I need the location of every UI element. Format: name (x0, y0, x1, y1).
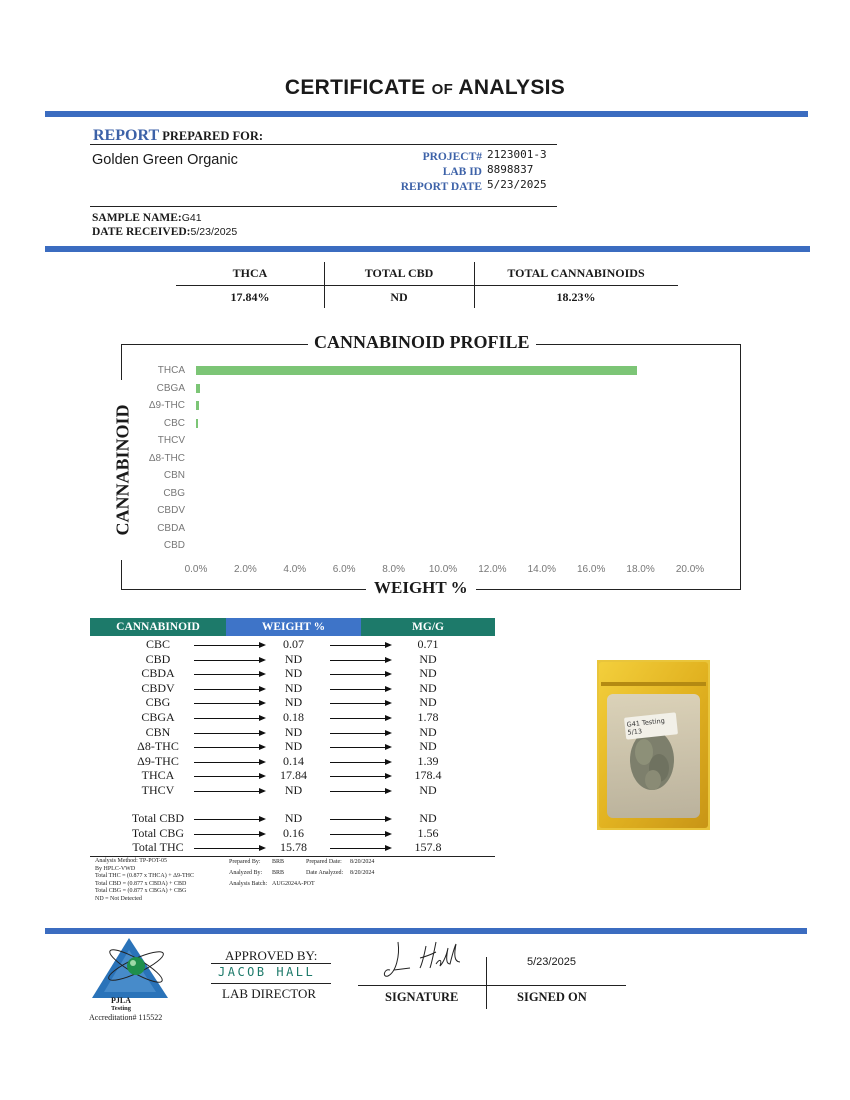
table-bottom-rule (90, 856, 495, 857)
table-cell-cannabinoid: Δ8-THC (137, 739, 179, 754)
table-cell-cannabinoid: CBN (145, 724, 171, 739)
sample-name: SAMPLE NAME:G41 (92, 212, 202, 224)
prepared-date-label: Prepared Date: (306, 859, 342, 865)
table-cell-cannabinoid: THCA (141, 768, 175, 783)
summary-value-thca: 17.84% (230, 290, 270, 304)
table-cell-mg: ND (419, 680, 437, 695)
method-notes: Analysis Method: TP-POT-05 By HPLC-VWD Total THC = (0.877 x THCA) + Δ9-THC Total CBD = (0.877 x CBDA) + CBD Total CBG = (0.877 x CBGA) + CBG ND = Not Detected (95, 858, 194, 902)
logo-sub: Testing (111, 1005, 131, 1012)
table-cell-cannabinoid: THCV (141, 783, 175, 797)
table-cell-mg: ND (419, 695, 437, 710)
chart-category-label: Δ8-THC (148, 452, 185, 464)
table-row-arrow (330, 718, 390, 719)
table-row-arrow (194, 747, 264, 748)
prepared-date-value: 8/20/2024 (350, 859, 375, 865)
analyzed-by-value: BRB (272, 870, 285, 876)
table-cell-cannabinoid: CBGA (141, 710, 175, 724)
table-row-arrow (194, 762, 264, 763)
document-title: CERTIFICATE OF ANALYSIS (284, 76, 566, 99)
table-row-arrow (194, 834, 264, 835)
summary-col-line (474, 262, 475, 308)
director-rule (211, 983, 331, 984)
table-cell-cannabinoid: Total CBD (131, 811, 185, 825)
table-cell-mg: ND (419, 724, 437, 739)
prepared-by-value: BRB (272, 859, 285, 865)
date-received: DATE RECEIVED:5/23/2025 (92, 226, 238, 238)
analysis-batch-value: AUG2024A-POT (272, 881, 315, 887)
table-cell-mg: 178.4 (414, 768, 442, 783)
report-heading: REPORT PREPARED FOR: (93, 127, 264, 144)
table-cell-mg: 0.71 (417, 637, 439, 651)
table-cell-mg: ND (419, 666, 437, 681)
table-row-arrow (330, 703, 390, 704)
chart-category-label: CBC (163, 417, 185, 429)
table-row-arrow (194, 776, 264, 777)
chart-category-label: THCA (157, 365, 185, 376)
chart-xtick-label: 8.0% (382, 564, 405, 575)
chart-frame (121, 344, 741, 590)
table-row-arrow (194, 819, 264, 820)
table-cell-cannabinoid: CBC (145, 637, 170, 651)
signature-label: SIGNATURE (385, 990, 459, 1004)
project-value: 2123001-3 (487, 148, 547, 161)
chart-bar (196, 419, 198, 428)
table-row-arrow (194, 703, 264, 704)
client-name: Golden Green Organic (92, 152, 238, 168)
summary-header-total-cbd: TOTAL CBD (364, 266, 434, 280)
summary-value-total-cannabinoids: 18.23% (556, 290, 596, 304)
chart-xtick-label: 0.0% (184, 564, 208, 575)
table-cell-cannabinoid: Total CBG (131, 825, 185, 840)
chart-bar (196, 401, 199, 410)
table-cell-cannabinoid: CBG (145, 695, 171, 710)
table-row-arrow (330, 645, 390, 646)
table-cell-cannabinoid: CBD (145, 651, 171, 666)
table-row-arrow (194, 674, 264, 675)
table-row-arrow (194, 718, 264, 719)
chart-category-label: Δ9-THC (148, 400, 185, 411)
table-row-arrow (330, 834, 390, 835)
table-header-cannabinoid: CANNABINOID (90, 618, 226, 636)
table-row-arrow (194, 848, 264, 849)
table-row-arrow (330, 689, 390, 690)
summary-header-total-cannabinoids: TOTAL CANNABINOIDS (507, 266, 645, 280)
table-cell-mg: ND (419, 811, 437, 825)
table-cell-weight: ND (284, 680, 303, 695)
table-cell-weight: ND (284, 651, 303, 666)
footer-rule (45, 928, 807, 934)
table-row-arrow (330, 747, 390, 748)
chart-category-label: CBGA (156, 382, 185, 394)
table-row-arrow (194, 733, 264, 734)
bag-label: G41 Testing 5/13 (626, 716, 666, 737)
prepared-by: Prepared By: (229, 859, 261, 865)
chart-ylabel: CANNABINOID (113, 400, 134, 539)
approved-by-label: APPROVED BY: (225, 948, 318, 963)
table-cell-weight: 0.18 (283, 710, 304, 724)
report-date-value: 5/23/2025 (487, 178, 547, 191)
signature-divider (486, 957, 487, 1009)
chart-xtick-label: 20.0% (675, 564, 705, 575)
project-label: PROJECT# (422, 151, 482, 163)
signature-rule (358, 985, 626, 986)
table-cell-weight: ND (284, 666, 303, 681)
table-cell-mg: 1.78 (417, 710, 439, 724)
summary-col-line (324, 262, 325, 308)
signed-date: 5/23/2025 (527, 956, 576, 968)
director-title: LAB DIRECTOR (222, 986, 317, 1001)
chart-xtick-label: 18.0% (626, 564, 655, 575)
table-cell-mg: ND (419, 739, 437, 754)
table-cell-mg: 1.39 (417, 753, 439, 768)
table-cell-weight: 0.16 (283, 825, 304, 840)
date-analyzed-label: Date Analyzed: (306, 870, 344, 876)
section-rule (45, 246, 810, 252)
summary-divider (176, 285, 678, 286)
labid-value: 8898837 (487, 163, 534, 176)
table-row-arrow (330, 791, 390, 792)
chart-category-label: THCV (157, 435, 185, 446)
table-row-arrow (194, 645, 264, 646)
table-cell-mg: ND (419, 783, 437, 797)
chart-category-label: CBG (163, 487, 185, 499)
table-cell-weight: ND (284, 724, 303, 739)
signature-image (380, 938, 470, 984)
accreditation-number: Accreditation# 115522 (89, 1013, 163, 1022)
table-row-arrow (330, 674, 390, 675)
chart-xtick-label: 10.0% (428, 564, 458, 575)
chart-xtick-label: 4.0% (283, 564, 307, 575)
analysis-batch-label: Analysis Batch: (229, 881, 268, 887)
table-row-arrow (194, 791, 264, 792)
table-row-arrow (194, 689, 264, 690)
approved-rule (211, 963, 331, 964)
chart-title: CANNABINOID PROFILE (308, 332, 536, 353)
table-row-arrow (330, 762, 390, 763)
table-cell-mg: 157.8 (414, 840, 442, 855)
chart-category-label: CBN (163, 470, 185, 481)
table-cell-cannabinoid: Δ9-THC (137, 753, 179, 768)
logo-text: PJLA (111, 996, 131, 1005)
table-cell-weight: ND (284, 811, 303, 825)
chart-category-label: CBDA (157, 522, 185, 534)
labid-label: LAB ID (442, 166, 482, 178)
summary-table (176, 262, 678, 310)
table-row-arrow (194, 660, 264, 661)
table-cell-weight: ND (284, 739, 303, 754)
table-cell-weight: 17.84 (280, 768, 307, 783)
chart-category-label: CBD (163, 540, 185, 551)
table-cell-weight: 15.78 (280, 840, 307, 855)
chart-xtick-label: 14.0% (527, 564, 556, 575)
table-cell-cannabinoid: Total THC (132, 840, 184, 855)
chart-xtick-label: 12.0% (478, 564, 507, 575)
chart-xtick-label: 6.0% (332, 564, 356, 575)
sample-rule (90, 206, 557, 207)
table-row-arrow (330, 819, 390, 820)
analyzed-by-label: Analyzed By: (229, 870, 263, 876)
chart-bar (196, 384, 200, 393)
title-rule (45, 111, 808, 117)
table-header-mg: MG/G (361, 618, 495, 636)
summary-header-thca: THCA (232, 266, 268, 280)
chart-bar (196, 366, 637, 375)
director-name: JACOB HALL (218, 965, 316, 979)
table-cell-weight: 0.14 (283, 753, 304, 768)
table-cell-weight: ND (284, 695, 303, 710)
table-row-arrow (330, 776, 390, 777)
sample-photo (597, 660, 710, 830)
table-cell-cannabinoid: CBDA (141, 666, 175, 681)
chart-xlabel: WEIGHT % (366, 578, 476, 598)
table-cell-mg: 1.56 (417, 825, 439, 840)
table-row-arrow (330, 733, 390, 734)
summary-value-total-cbd: ND (390, 290, 408, 304)
table-cell-weight: ND (284, 783, 303, 797)
date-analyzed-value: 8/20/2024 (350, 870, 375, 876)
table-cell-cannabinoid: CBDV (141, 680, 175, 695)
chart-category-label: CBDV (157, 505, 185, 516)
table-cell-mg: ND (419, 651, 437, 666)
table-row-arrow (330, 660, 390, 661)
table-header-weight: WEIGHT % (226, 618, 361, 636)
table-cell-weight: 0.07 (283, 637, 304, 651)
report-heading-rule (90, 144, 557, 145)
chart-xtick-label: 16.0% (577, 564, 606, 575)
report-date-label: REPORT DATE (400, 181, 482, 193)
chart-xtick-label: 2.0% (233, 564, 257, 575)
signed-on-label: SIGNED ON (517, 990, 587, 1004)
table-row-arrow (330, 848, 390, 849)
